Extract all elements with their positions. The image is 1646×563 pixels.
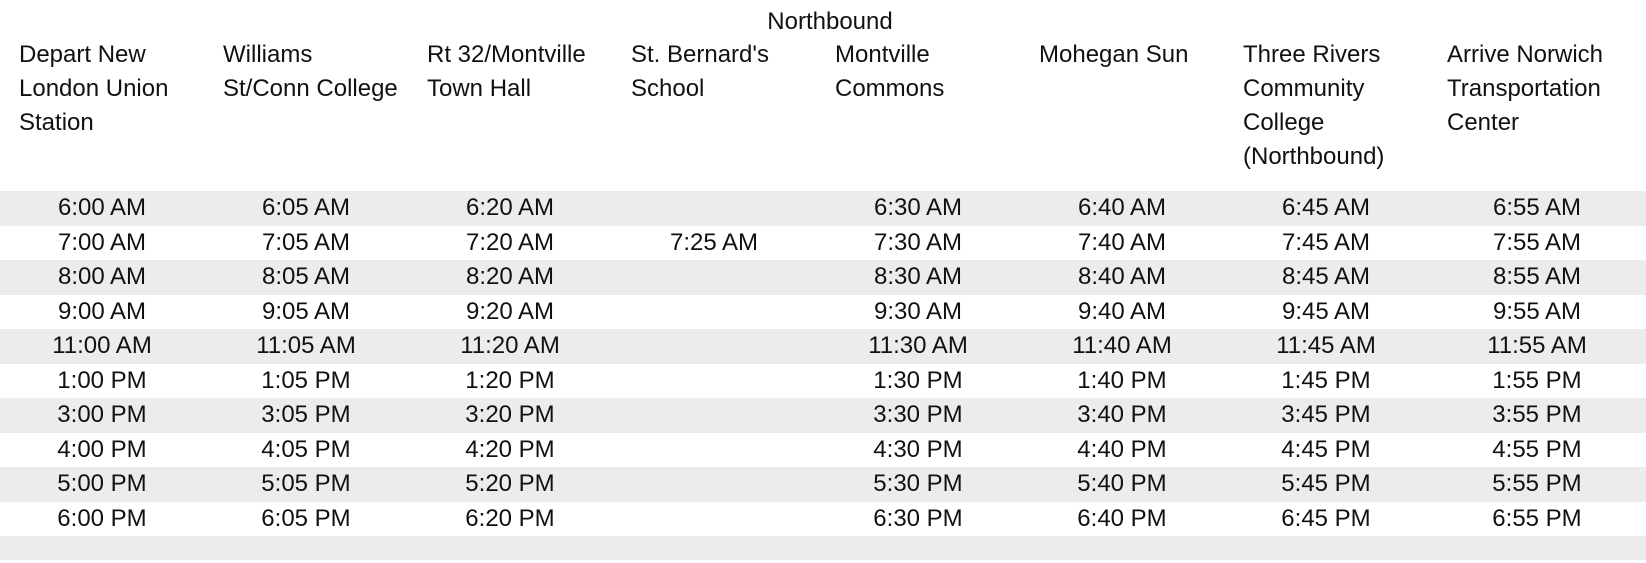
time-cell (612, 364, 816, 399)
direction-title: Northbound (767, 8, 893, 35)
time-cell: 8:20 AM (408, 260, 612, 295)
empty-cell (204, 536, 408, 560)
time-cell: 4:20 PM (465, 435, 555, 463)
time-cell: 7:05 AM (261, 228, 351, 256)
time-cell: 1:20 PM (465, 366, 555, 394)
time-cell: 4:55 PM (1492, 435, 1582, 463)
time-cell: 3:00 PM (0, 398, 204, 433)
time-cell: 3:40 PM (1020, 398, 1224, 433)
time-cell: 1:00 PM (57, 366, 147, 394)
time-cell: 6:45 AM (1224, 191, 1428, 226)
time-cell (612, 502, 816, 537)
time-cell (612, 398, 816, 433)
column-header-rt32-montville: Rt 32/Montville Town Hall (427, 41, 586, 102)
time-cell: 4:30 PM (873, 435, 963, 463)
time-cell: 8:40 AM (1020, 260, 1224, 295)
time-cell: 7:30 AM (873, 228, 963, 256)
time-cell: 5:40 PM (1020, 467, 1224, 502)
table-row (0, 226, 1646, 261)
time-cell: 11:40 AM (1020, 329, 1224, 364)
column-header-montville-commons: Montville Commons (835, 41, 945, 102)
time-cell: 1:45 PM (1281, 366, 1371, 394)
empty-cell (612, 536, 816, 560)
time-cell: 11:05 AM (204, 329, 408, 364)
time-cell: 7:45 AM (1281, 228, 1371, 256)
table-row (0, 329, 1646, 364)
time-cell: 5:05 PM (204, 467, 408, 502)
time-cell: 6:00 AM (0, 191, 204, 226)
time-cell: 9:40 AM (1077, 297, 1167, 325)
time-cell: 4:05 PM (261, 435, 351, 463)
time-cell: 6:05 AM (204, 191, 408, 226)
column-header-mohegan-sun: Mohegan Sun (1039, 41, 1189, 68)
time-cell: 9:45 AM (1281, 297, 1371, 325)
time-cell: 7:55 AM (1492, 228, 1582, 256)
time-cell: 1:40 PM (1077, 366, 1167, 394)
time-cell: 3:45 PM (1224, 398, 1428, 433)
time-cell: 11:45 AM (1224, 329, 1428, 364)
column-header-st-bernards: St. Bernard's School (631, 41, 769, 102)
timetable-body (0, 191, 1646, 560)
table-row (0, 433, 1646, 468)
time-cell (612, 260, 816, 295)
time-cell: 11:20 AM (408, 329, 612, 364)
time-cell: 3:20 PM (408, 398, 612, 433)
time-cell: 9:00 AM (57, 297, 147, 325)
time-cell: 11:55 AM (1428, 329, 1646, 364)
time-cell: 11:30 AM (816, 329, 1020, 364)
empty-cell (408, 536, 612, 560)
time-cell (612, 467, 816, 502)
time-cell: 8:55 AM (1428, 260, 1646, 295)
time-cell: 6:20 PM (465, 504, 555, 532)
time-cell: 5:45 PM (1224, 467, 1428, 502)
time-cell (612, 329, 816, 364)
time-cell: 6:55 AM (1428, 191, 1646, 226)
time-cell: 3:55 PM (1428, 398, 1646, 433)
empty-cell (1224, 536, 1428, 560)
time-cell: 5:30 PM (816, 467, 1020, 502)
empty-cell (816, 536, 1020, 560)
time-cell: 7:00 AM (57, 228, 147, 256)
time-cell: 6:30 PM (873, 504, 963, 532)
time-cell: 5:00 PM (0, 467, 204, 502)
time-cell (612, 191, 816, 226)
time-cell: 7:25 AM (669, 228, 759, 256)
time-cell: 8:45 AM (1224, 260, 1428, 295)
header-row (0, 38, 1646, 191)
time-cell: 6:40 AM (1020, 191, 1224, 226)
column-header-new-london: Depart New London Union Station (19, 41, 169, 136)
time-cell: 9:30 AM (873, 297, 963, 325)
table-footer-band (0, 536, 1646, 560)
time-cell: 4:40 PM (1077, 435, 1167, 463)
time-cell: 4:45 PM (1281, 435, 1371, 463)
time-cell: 6:05 PM (261, 504, 351, 532)
time-cell: 9:05 AM (261, 297, 351, 325)
time-cell: 11:00 AM (0, 329, 204, 364)
table-row (0, 260, 1646, 295)
time-cell: 6:40 PM (1077, 504, 1167, 532)
table-row (0, 364, 1646, 399)
empty-cell (0, 536, 204, 560)
time-cell: 1:55 PM (1492, 366, 1582, 394)
time-cell: 6:55 PM (1492, 504, 1582, 532)
time-cell: 3:05 PM (204, 398, 408, 433)
time-cell: 6:45 PM (1281, 504, 1371, 532)
column-header-three-rivers: Three Rivers Community College (Northbound) (1243, 41, 1385, 170)
empty-cell (1020, 536, 1224, 560)
time-cell: 4:00 PM (57, 435, 147, 463)
time-cell: 6:30 AM (816, 191, 1020, 226)
time-cell (612, 295, 816, 330)
time-cell: 8:05 AM (204, 260, 408, 295)
table-row (0, 398, 1646, 433)
timetable (0, 38, 1646, 560)
column-header-williams-st: Williams St/Conn College (223, 41, 398, 102)
table-row (0, 502, 1646, 537)
column-header-norwich: Arrive Norwich Transportation Center (1447, 41, 1604, 136)
time-cell: 7:40 AM (1077, 228, 1167, 256)
table-row (0, 191, 1646, 226)
empty-cell (1428, 536, 1646, 560)
time-cell: 7:20 AM (465, 228, 555, 256)
time-cell: 6:00 PM (57, 504, 147, 532)
time-cell: 9:55 AM (1492, 297, 1582, 325)
time-cell (612, 433, 816, 468)
time-cell: 8:00 AM (0, 260, 204, 295)
time-cell: 5:55 PM (1428, 467, 1646, 502)
time-cell: 1:30 PM (873, 366, 963, 394)
time-cell: 1:05 PM (261, 366, 351, 394)
time-cell: 6:20 AM (408, 191, 612, 226)
table-row (0, 295, 1646, 330)
time-cell: 3:30 PM (816, 398, 1020, 433)
time-cell: 8:30 AM (816, 260, 1020, 295)
time-cell: 5:20 PM (408, 467, 612, 502)
time-cell: 9:20 AM (465, 297, 555, 325)
table-row (0, 467, 1646, 502)
